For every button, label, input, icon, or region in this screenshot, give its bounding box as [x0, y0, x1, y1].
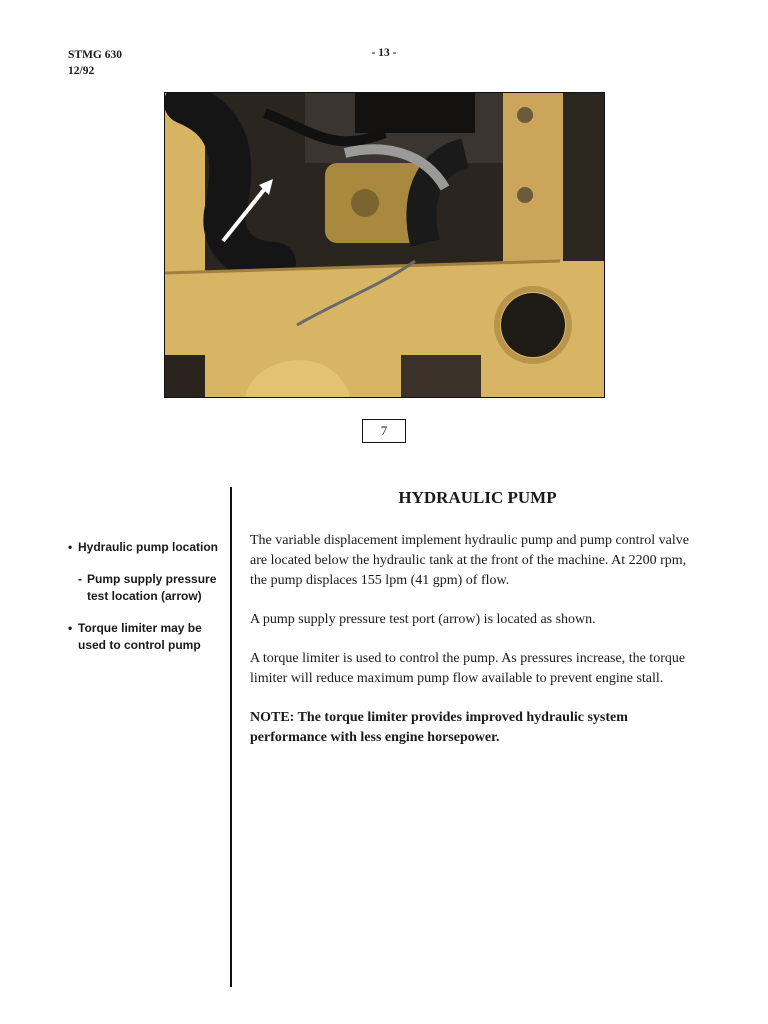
sidebar-item: • Torque limiter may be used to control pump — [68, 620, 218, 654]
figure-number: 7 — [362, 419, 406, 443]
section-title: HYDRAULIC PUMP — [398, 488, 557, 507]
photo-illustration — [165, 93, 604, 397]
hydraulic-pump-photo — [164, 92, 605, 398]
paragraph: The variable displacement implement hydraulic pump and pump control valve are located below the hydraulic tank at the front of the machine. At 2200 rpm, the pump displaces 155 lpm (41 gpm) of flow. — [250, 533, 689, 588]
paragraph: A pump supply pressure test port (arrow) is located as shown. — [250, 612, 596, 627]
sidebar-item: • Hydraulic pump location — [68, 539, 218, 556]
sidebar-subitem: - Pump supply pressure test location (arrow) — [68, 571, 218, 605]
main-content — [250, 487, 705, 767]
page-number: - 13 - — [371, 47, 397, 59]
note-paragraph: NOTE: The torque limiter provides improved hydraulic system performance with less engine horsepower. — [250, 710, 628, 745]
paragraph: A torque limiter is used to control the pump. As pressures increase, the torque limiter will reduce maximum pump flow available to prevent engine stall. — [250, 651, 686, 686]
column-divider — [230, 487, 232, 987]
sidebar-notes — [68, 539, 218, 669]
document-id: STMG 630 — [68, 49, 122, 61]
document-date: 12/92 — [68, 65, 95, 77]
